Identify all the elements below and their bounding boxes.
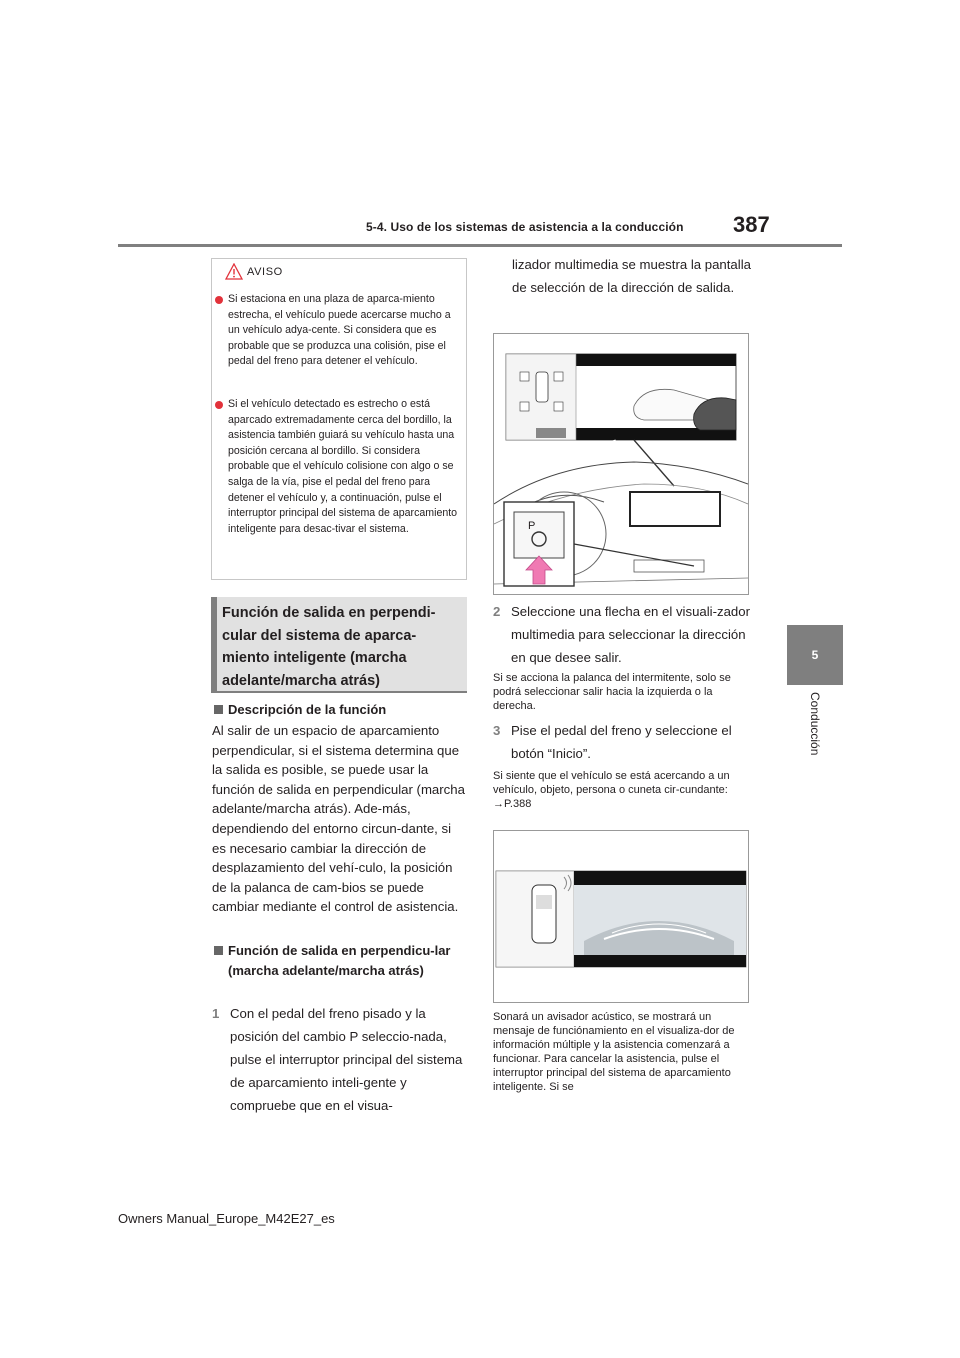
switch-label: P <box>528 520 536 532</box>
description-text: Al salir de un espacio de aparcamiento perpendicular, si el sistema determina que la salida es posible, se puede usar la función de salida en perpendicular (marcha adelante/marcha atrás). Ade-más, dependiendo del entorno circun-dante, si es necesario cambiar la dirección de desplazamiento del vehí-culo, la posición de la palanca de cam-bios se puede cambiar mediante el control de asistencia. <box>212 723 465 915</box>
bullet-icon <box>215 296 223 304</box>
step-number: 2 <box>493 604 501 619</box>
warning-item <box>212 292 462 370</box>
section-heading: Función de salida en perpendi-cular del sistema de aparca-miento inteligente (marcha adelante/marcha atrás) <box>222 605 436 689</box>
footer: Owners Manual_Europe_M42E27_es <box>118 1211 335 1226</box>
chapter-tab: 5 <box>787 625 843 685</box>
step-2 <box>493 600 751 669</box>
step-1-continuation: lizador multimedia se muestra la pantalla de selección de la dirección de salida. <box>512 257 751 295</box>
section-heading-rule <box>211 691 467 693</box>
warning-item-text: Si el vehículo detectado es estrecho o está aparcado extremadamente cerca del bordillo, la asistencia también guiará su vehículo hasta una posición cercana al bordillo. Si considera probable que el vehículo colisione con algo o se salga de la vía, pise el pedal del freno para detener el vehículo y, a continuación, pulse el interruptor principal del sistema de aparcamiento inteligente para desac-tivar el sistema. <box>228 398 458 535</box>
section-title: 5-4. Uso de los sistemas de asistencia a la conducción <box>366 220 684 234</box>
warning-item-text: Si estaciona en una plaza de aparca-miento estrecha, el vehículo puede acercarse mucho a un vehículo adya-cente. Si considera que es probable que se produzca una colisión, pise el pedal del freno para detener el vehículo. <box>228 293 451 368</box>
bullet-icon <box>215 401 223 409</box>
figure-assist-screen <box>493 830 749 1003</box>
step-3 <box>493 719 751 765</box>
header-rule <box>118 244 842 247</box>
step-1 <box>212 1002 468 1117</box>
warning-title-row <box>225 262 283 282</box>
warning-title: AVISO <box>247 266 283 278</box>
step-text: Pise el pedal del freno y seleccione el botón “Inicio”. <box>511 723 732 761</box>
step-text: Con el pedal del freno pisado y la posición del cambio P seleccio-nada, pulse el interruptor principal del sistema de aparcamiento inteli-gente y compruebe que en el visua- <box>230 1006 463 1113</box>
step-number: 3 <box>493 723 501 738</box>
figure-dashboard <box>493 333 749 595</box>
note-after-figure: Sonará un avisador acústico, se mostrará un mensaje de función​amiento en el visualiza-dor de información múltiple y la asistencia comenzará a funcionar. Para cancelar la asistencia, pulse el interruptor principal del sistema de aparcamiento inteligente. Si se <box>493 1011 735 1093</box>
assist-screen-illustration <box>494 831 748 1002</box>
step-text: Seleccione una flecha en el visuali-zador multimedia para seleccionar la dirección en que desee salir. <box>511 604 750 665</box>
note-step-3: Si siente que el vehículo se está acercando a un vehículo, objeto, persona o cuneta cir-cundante: →P.388 <box>493 770 730 810</box>
note-step-2: Si se acciona la palanca del intermitente, solo se podrá seleccionar salir hacia la izquierda o la derecha. <box>493 672 731 712</box>
page-number: 387 <box>733 212 770 237</box>
procedure-heading: Función de salida en perpendicu-lar (marcha adelante/marcha atrás) <box>212 941 468 980</box>
chapter-name: Conducción <box>808 692 822 756</box>
warning-item <box>212 397 462 537</box>
description-heading: Descripción de la función <box>212 700 468 719</box>
dashboard-illustration <box>494 334 748 594</box>
step-number: 1 <box>212 1006 220 1021</box>
warning-triangle-icon <box>225 263 243 280</box>
